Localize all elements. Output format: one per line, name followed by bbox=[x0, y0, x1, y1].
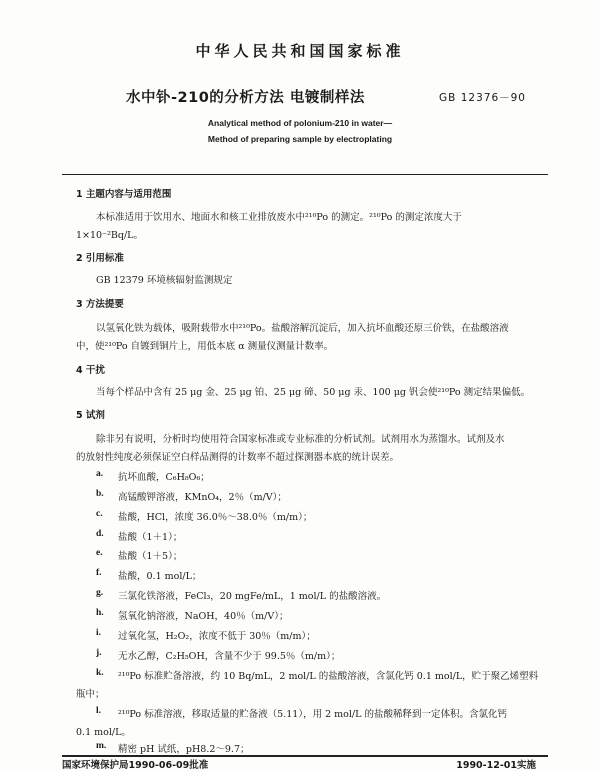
header-divider bbox=[62, 174, 548, 175]
reagent-label-d: d. bbox=[96, 529, 104, 539]
standard-title: 中华人民共和国国家标准 bbox=[195, 42, 405, 60]
reagent-text-j: 无水乙醇，C₂H₅OH，含量不少于 99.5％（m/m）； bbox=[118, 651, 341, 662]
reagent-text-l: ²¹⁰Po 标准溶液，移取适量的贮备液（5.11），用 2 mol/L 的盐酸稀释到一定体积。含氯化钙 bbox=[118, 709, 507, 720]
section-2-heading: 2 引用标准 bbox=[76, 253, 124, 264]
section-3-text-line-1: 以氢氧化铁为载体，吸附载带水中²¹⁰Po。盐酸溶解沉淀后，加入抗坏血酸还原三价铁，在盐酸溶液 bbox=[96, 323, 509, 334]
reagent-text-a: 抗坏血酸，C₆H₈O₆； bbox=[118, 472, 210, 483]
reagent-text-k: ²¹⁰Po 标准贮备溶液，约 10 Bq/mL，2 mol/L 的盐酸溶液，含氯化钙 0.1 mol/L，贮于聚乙烯塑料 bbox=[118, 671, 539, 682]
implementation-date: 1990-12-01实施 bbox=[456, 760, 536, 771]
reagent-label-k: k. bbox=[96, 668, 104, 678]
section-5-heading: 5 试剂 bbox=[76, 410, 105, 421]
section-5-intro-line-2: 的放射性纯度必须保证空白样品测得的计数率不超过探测器本底的统计误差。 bbox=[76, 452, 400, 463]
reagent-label-i: i. bbox=[96, 628, 102, 638]
reagent-text-g: 三氯化铁溶液，FeCl₃，20 mgFe/mL，1 mol/L 的盐酸溶液。 bbox=[118, 591, 387, 602]
reagent-label-e: e. bbox=[96, 548, 103, 558]
reagent-label-m: m. bbox=[96, 741, 107, 751]
section-5-intro-line-1: 除非另有说明，分析时均使用符合国家标准或专业标准的分析试剂。试剂用水为蒸馏水。试剂及水 bbox=[96, 434, 505, 445]
english-title-line-1: Analytical method of polonium-210 in water— bbox=[207, 118, 393, 128]
reagent-text-e: 盐酸（1＋5）； bbox=[118, 551, 183, 562]
reagent-label-l: l. bbox=[96, 706, 102, 716]
reagent-label-j: j. bbox=[96, 648, 102, 658]
reagent-label-b: b. bbox=[96, 489, 104, 499]
section-3-heading: 3 方法提要 bbox=[76, 299, 124, 310]
reagent-text-l-continuation: 0.1 mol/L。 bbox=[76, 727, 131, 738]
reagent-text-f: 盐酸，0.1 mol/L； bbox=[118, 571, 202, 582]
section-1-text-line-1: 本标准适用于饮用水、地面水和核工业排放废水中²¹⁰Po 的测定。²¹⁰Po 的测定浓度大于 bbox=[96, 212, 462, 223]
section-4-text-line-1: 当每个样品中含有 25 μg 金、25 μg 铂、25 μg 碲、50 μg 汞、100 μg 钒会使²¹⁰Po 测定结果偏低。 bbox=[96, 387, 531, 398]
document-title: 水中钋-210的分析方法 电镀制样法 bbox=[126, 90, 365, 106]
reagent-label-f: f. bbox=[96, 568, 102, 578]
english-title-line-2: Method of preparing sample by electroplating bbox=[207, 134, 393, 144]
section-2-text-line-1: GB 12379 环境核辐射监测规定 bbox=[96, 275, 233, 286]
reagent-text-d: 盐酸（1＋1）； bbox=[118, 532, 183, 543]
reagent-label-a: a. bbox=[96, 469, 104, 479]
approval-date: 国家环境保护局1990-06-09批准 bbox=[62, 760, 209, 771]
section-1-text-line-2: 1×10⁻²Bq/L。 bbox=[76, 230, 143, 241]
reagent-text-i: 过氧化氢，H₂O₂，浓度不低于 30％（m/m）； bbox=[118, 631, 316, 642]
document-code: GB 12376－90 bbox=[439, 92, 526, 104]
reagent-text-c: 盐酸，HCl，浓度 36.0％～38.0％（m/m）； bbox=[118, 512, 313, 523]
reagent-text-h: 氢氧化钠溶液，NaOH，40％（m/V）； bbox=[118, 611, 289, 622]
reagent-label-h: h. bbox=[96, 608, 104, 618]
reagent-text-m: 精密 pH 试纸，pH8.2～9.7； bbox=[118, 744, 250, 755]
reagent-text-k-continuation: 瓶中； bbox=[76, 689, 105, 700]
reagent-label-c: c. bbox=[96, 509, 103, 519]
section-4-heading: 4 干扰 bbox=[76, 365, 105, 376]
reagent-label-g: g. bbox=[96, 588, 104, 598]
section-3-text-line-2: 中，使²¹⁰Po 自镀到铜片上，用低本底 α 测量仪测量计数率。 bbox=[76, 341, 334, 352]
reagent-text-b: 高锰酸钾溶液，KMnO₄，2％（m/V）； bbox=[118, 492, 287, 503]
section-1-heading: 1 主题内容与适用范围 bbox=[76, 189, 172, 200]
